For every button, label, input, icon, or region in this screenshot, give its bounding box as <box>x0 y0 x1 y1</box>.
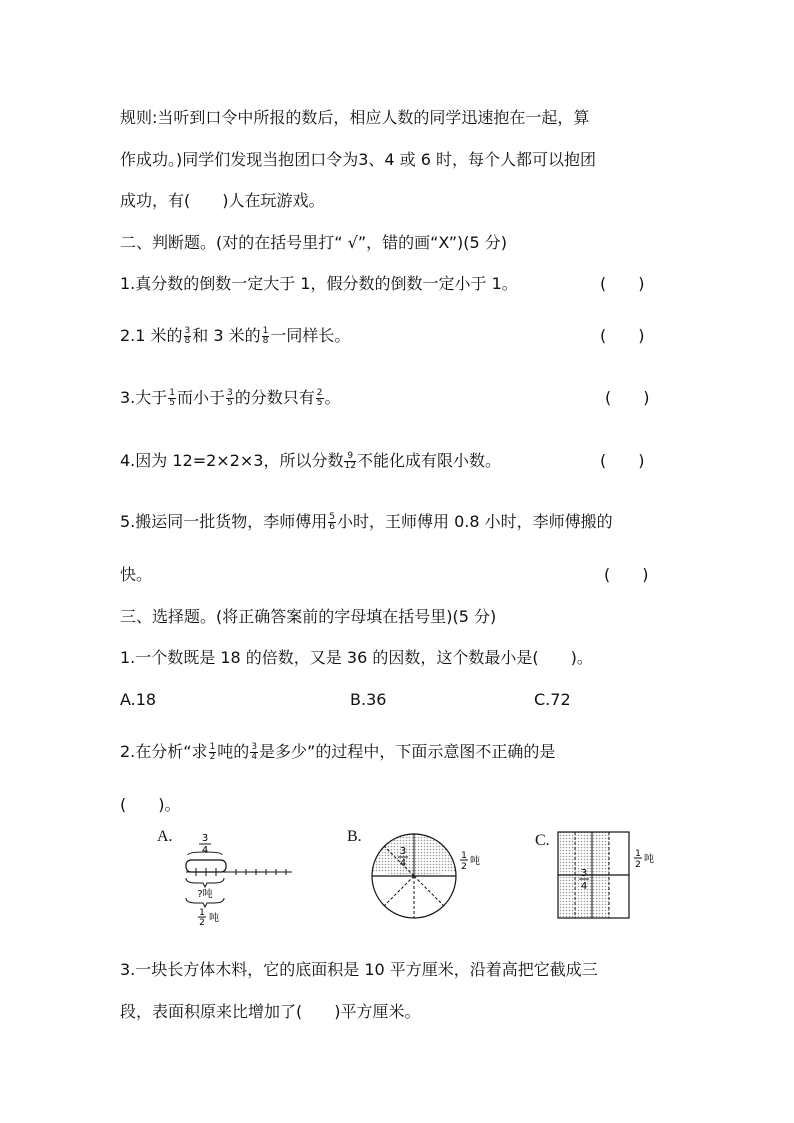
svg-text:1: 1 <box>199 908 205 918</box>
judge-q1: 1.真分数的倒数一定大于 1，假分数的倒数一定小于 1。 <box>120 274 518 293</box>
svg-text:3: 3 <box>201 833 209 844</box>
choice-q2-blank: ( )。 <box>120 795 181 814</box>
fraction: $\frac{1}{5}$ <box>169 388 176 408</box>
svg-text:吨: 吨 <box>644 854 654 865</box>
svg-text:2: 2 <box>635 860 641 870</box>
svg-text:3: 3 <box>580 868 588 879</box>
answer-blank-q2[interactable]: ( ) <box>600 326 645 345</box>
figure-b-label: B. <box>347 828 362 845</box>
choice-q3-line-2: 段，表面积原来比增加了( )平方厘米。 <box>120 1002 421 1021</box>
fraction: $\frac{9}{12}$ <box>344 451 356 471</box>
fraction: $\frac{3}{4}$ <box>251 742 258 762</box>
option-b: B.36 <box>350 690 387 709</box>
svg-text:3: 3 <box>399 846 407 857</box>
answer-blank-q1[interactable]: ( ) <box>600 274 645 293</box>
figure-a-label: A. <box>157 828 173 845</box>
judge-q2: 2.1 米的 $\frac{3}{8}$ 和 3 米的 $\frac{1}{8}$ 一同样长。 <box>120 326 351 346</box>
fraction: $\frac{5}{6}$ <box>329 512 336 532</box>
section-3-title: 三、选择题。(将正确答案前的字母填在括号里)(5 分) <box>120 607 497 626</box>
judge-q5: 5.搬运同一批货物，李师傅用 $\frac{5}{6}$ 小时，王师傅用 0.8 小时，李师傅搬的 <box>120 512 613 532</box>
svg-text:吨: 吨 <box>470 856 480 867</box>
fraction: $\frac{1}{8}$ <box>262 326 269 346</box>
svg-text:1: 1 <box>635 849 641 859</box>
svg-text:1: 1 <box>461 851 467 861</box>
intro-line-1: 规则:当听到口令中所报的数后，相应人数的同学迅速抱在一起，算 <box>120 108 590 127</box>
intro-line-2: 作成功。)同学们发现当抱团口令为3、4 或 6 时，每个人都可以抱团 <box>120 150 597 169</box>
fraction: $\frac{3}{8}$ <box>184 326 191 346</box>
fraction: $\frac{1}{2}$ <box>209 742 216 762</box>
svg-text:?吨: ?吨 <box>197 889 213 900</box>
fraction: $\frac{2}{5}$ <box>316 388 323 408</box>
answer-blank-q4[interactable]: ( ) <box>600 451 645 470</box>
judge-q4: 4.因为 12=2×2×3，所以分数 $\frac{9}{12}$ 不能化成有限小数。 <box>120 451 501 471</box>
figure-a-diagram <box>176 828 301 928</box>
section-2-title: 二、判断题。(对的在括号里打“ √”，错的画“X”)(5 分) <box>120 233 507 252</box>
svg-text:4: 4 <box>580 881 588 892</box>
option-c: C.72 <box>534 690 571 709</box>
svg-text:吨: 吨 <box>209 913 219 924</box>
fraction: $\frac{3}{5}$ <box>227 388 233 408</box>
figure-c-diagram <box>556 828 676 923</box>
choice-q3-line-1: 3.一块长方体木料，它的底面积是 10 平方厘米，沿着高把它截成三 <box>120 960 598 979</box>
answer-blank-q3[interactable]: ( ) <box>605 388 650 407</box>
judge-q3: 3.大于 $\frac{1}{5}$ 而小于 $\frac{3}{5}$ 的分数只有 $\frac{2}{5}$ 。 <box>120 388 341 408</box>
judge-q5-cont: 快。 <box>120 565 153 584</box>
choice-q1: 1.一个数既是 18 的倍数，又是 36 的因数，这个数最小是( )。 <box>120 648 593 667</box>
svg-text:2: 2 <box>461 862 467 872</box>
option-a: A.18 <box>120 690 157 709</box>
svg-text:4: 4 <box>201 845 209 856</box>
answer-blank-q5[interactable]: ( ) <box>604 565 649 584</box>
choice-q2: 2.在分析“求 $\frac{1}{2}$ 吨的 $\frac{3}{4}$ 是多少”的过程中，下面示意图不正确的是 <box>120 742 556 762</box>
svg-text:4: 4 <box>399 858 407 869</box>
intro-line-3: 成功，有( )人在玩游戏。 <box>120 191 325 210</box>
figure-c-label: C. <box>535 832 550 849</box>
svg-text:2: 2 <box>199 918 205 928</box>
figure-b-diagram <box>366 830 486 925</box>
